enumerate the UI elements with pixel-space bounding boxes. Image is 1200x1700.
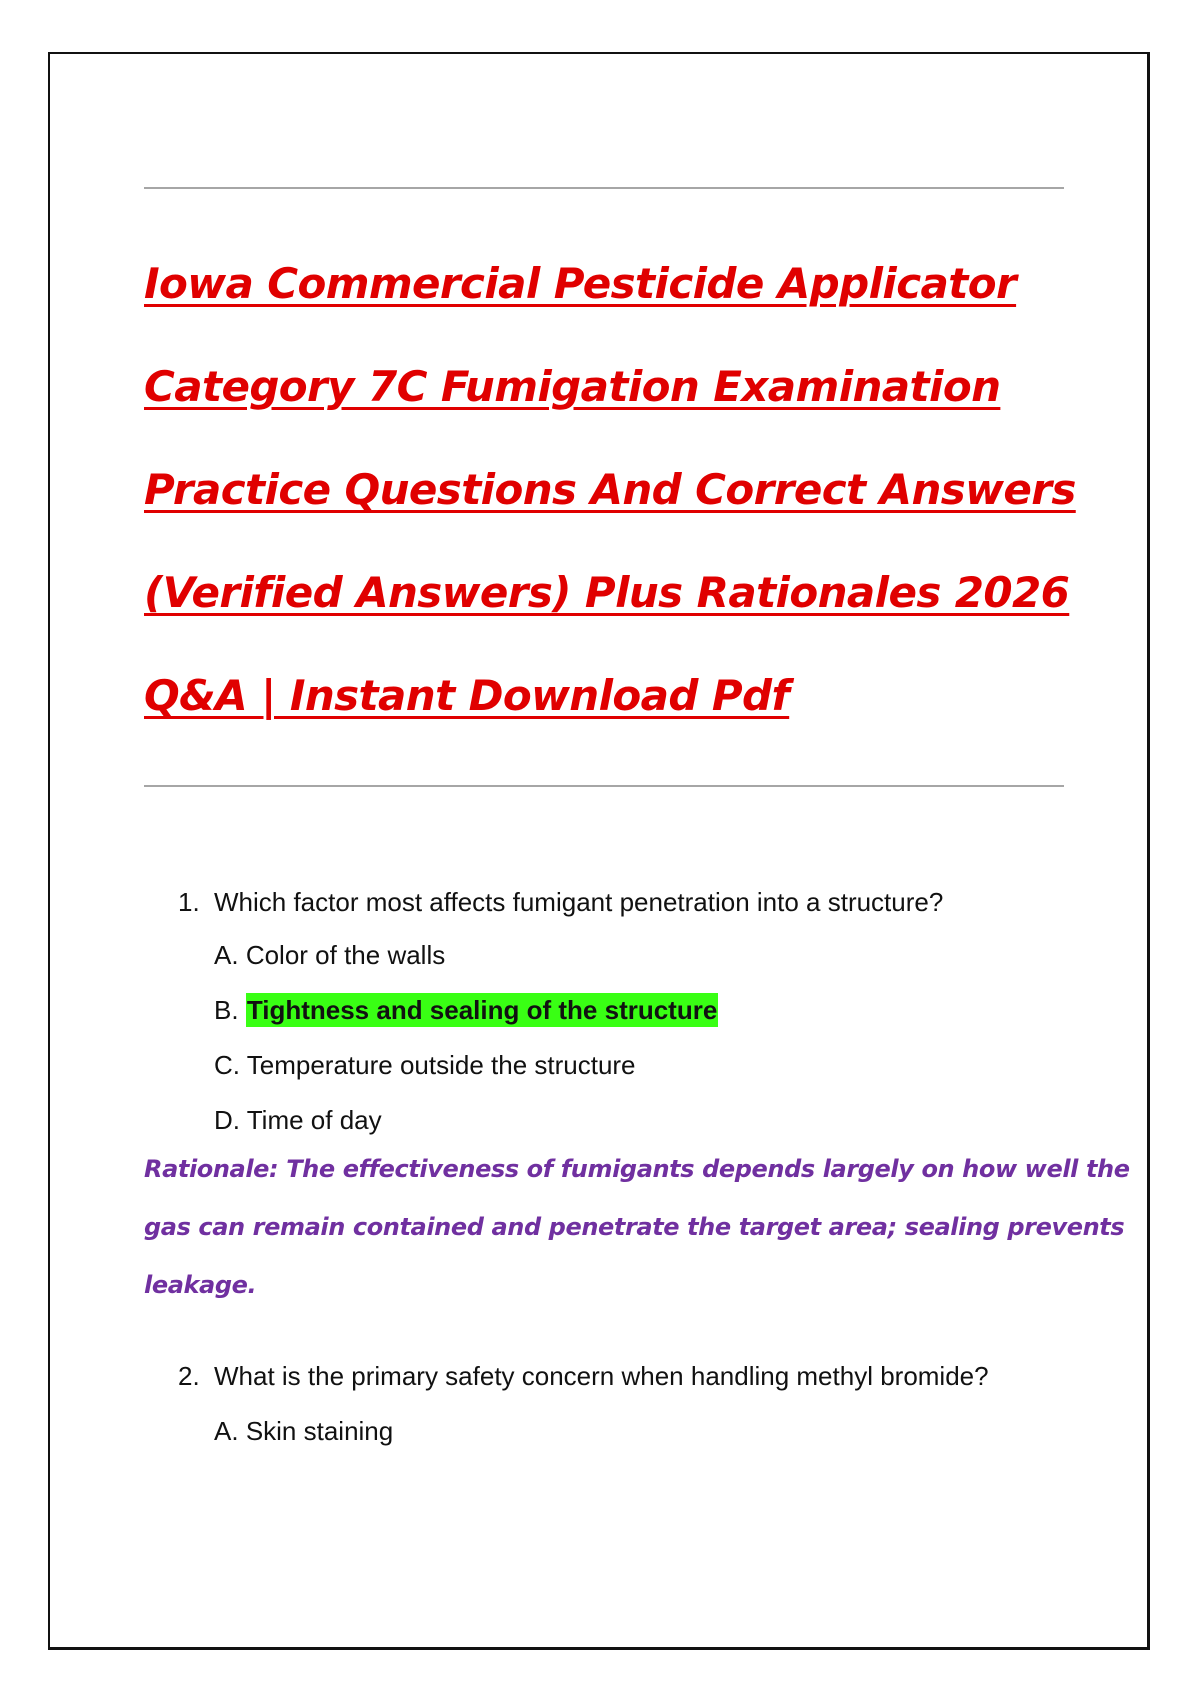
question-2: [178, 1360, 1118, 1392]
option-letter: D.: [214, 1105, 240, 1135]
option-text: Temperature outside the structure: [246, 1050, 636, 1080]
title-line: Iowa Commercial Pesticide Applicator: [144, 259, 1017, 308]
document-page: [48, 52, 1150, 1650]
option-c: [214, 1049, 636, 1081]
option-a: [214, 1415, 393, 1447]
option-text: Color of the walls: [245, 940, 446, 970]
correct-answer-highlight: Tightness and sealing of the structure: [246, 995, 718, 1025]
title-line: Practice Questions And Correct Answers: [144, 465, 1076, 514]
option-text: Skin staining: [245, 1416, 394, 1446]
rationale-line: gas can remain contained and penetrate the target area; sealing prevents: [144, 1213, 1125, 1241]
rationale: [144, 1140, 1130, 1314]
question-1: [178, 886, 1118, 918]
question-text: What is the primary safety concern when handling methyl bromide?: [214, 1361, 989, 1391]
option-a: [214, 939, 445, 971]
option-d: [214, 1104, 382, 1136]
title-line: Category 7C Fumigation Examination: [144, 362, 1001, 411]
option-b-correct: [214, 994, 718, 1026]
question-number: 1.: [178, 887, 200, 917]
question-number: 2.: [178, 1361, 200, 1391]
rationale-line: Rationale: The effectiveness of fumigants depends largely on how well the: [144, 1155, 1130, 1183]
document-title: [144, 232, 1104, 747]
title-line: (Verified Answers) Plus Rationales 2026: [144, 568, 1070, 617]
question-text: Which factor most affects fumigant penetration into a structure?: [214, 887, 944, 917]
option-text: Time of day: [246, 1105, 382, 1135]
option-letter: C.: [214, 1050, 240, 1080]
option-letter: A.: [214, 940, 239, 970]
top-divider: [144, 187, 1064, 189]
bottom-divider: [144, 785, 1064, 787]
rationale-line: leakage.: [144, 1271, 257, 1299]
option-letter: B.: [214, 995, 239, 1025]
title-line: Q&A | Instant Download Pdf: [144, 671, 790, 720]
option-letter: A.: [214, 1416, 239, 1446]
